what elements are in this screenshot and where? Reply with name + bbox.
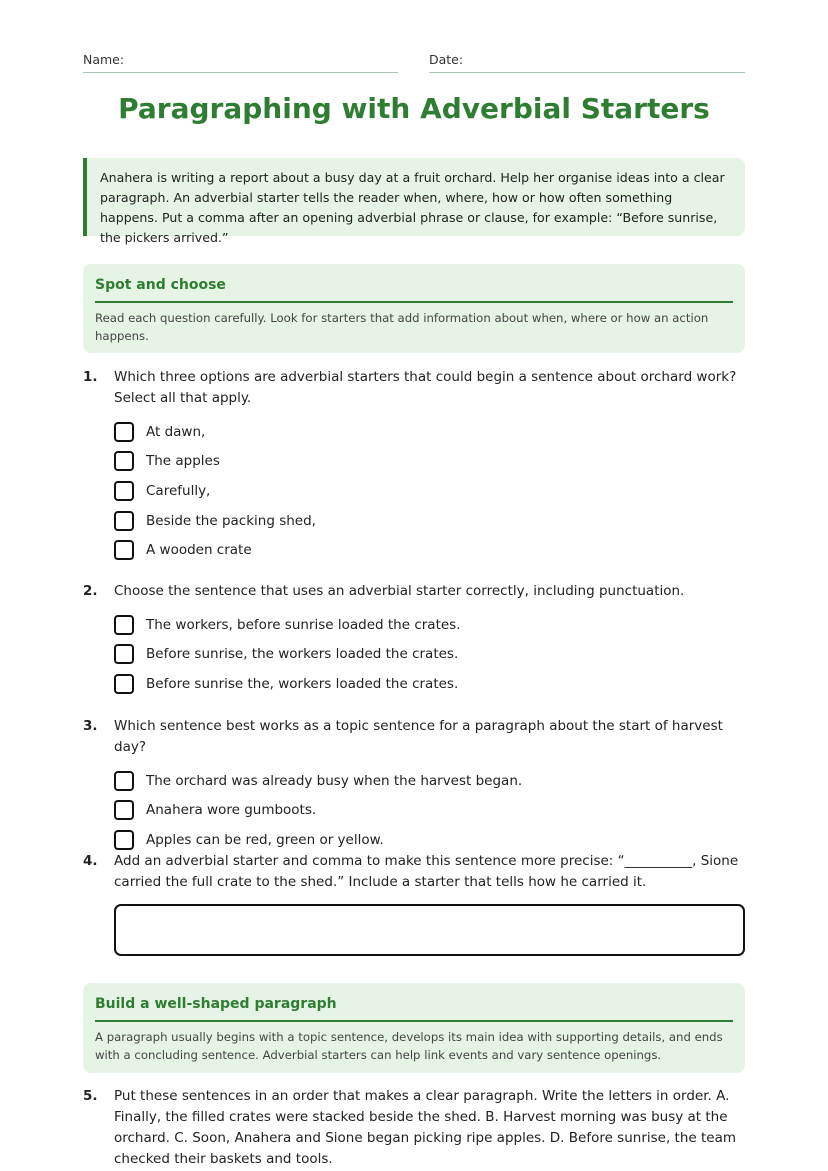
option-label: Beside the packing shed, (146, 512, 316, 529)
checkbox[interactable] (114, 511, 134, 531)
question-text: Add an adverbial starter and comma to make this sentence more precise: “__________, Sione carried the full crate to the shed.” Include a starter that tells how he carried it. (114, 853, 739, 890)
section-title: Spot and choose (95, 276, 733, 303)
option[interactable] (114, 447, 745, 477)
option-list (114, 610, 745, 699)
option-label: The apples (146, 453, 220, 470)
checkbox[interactable] (114, 830, 134, 850)
option[interactable] (114, 796, 745, 826)
option[interactable] (114, 640, 745, 670)
question-4 (83, 851, 745, 893)
answer-box[interactable] (114, 904, 745, 956)
option[interactable] (114, 669, 745, 699)
option[interactable] (114, 476, 745, 506)
question-number: 5. (83, 1088, 98, 1104)
section-description: Read each question carefully. Look for starters that add information about when, where or how an action happens. (95, 311, 709, 343)
option-label: The workers, before sunrise loaded the crates. (146, 616, 461, 633)
checkbox[interactable] (114, 615, 134, 635)
question-3 (83, 716, 745, 855)
option-label: The orchard was already busy when the harvest began. (146, 772, 523, 789)
header-fields (83, 52, 745, 74)
question-text: Which sentence best works as a topic sentence for a paragraph about the start of harvest day? (114, 718, 723, 755)
name-field[interactable] (83, 52, 398, 73)
option[interactable] (114, 535, 745, 565)
option-label: Before sunrise, the workers loaded the crates. (146, 646, 459, 663)
section-spot-and-choose (83, 264, 745, 353)
option-list (114, 417, 745, 565)
checkbox[interactable] (114, 422, 134, 442)
question-number: 1. (83, 369, 98, 385)
name-label: Name: (83, 52, 125, 67)
question-1 (83, 367, 745, 565)
checkbox[interactable] (114, 481, 134, 501)
section-title: Build a well-shaped paragraph (95, 995, 733, 1022)
question-2 (83, 581, 745, 699)
option[interactable] (114, 610, 745, 640)
option[interactable] (114, 417, 745, 447)
checkbox[interactable] (114, 644, 134, 664)
section-description: A paragraph usually begins with a topic sentence, develops its main idea with supporting details, and ends with a concluding sentence. Adverbial starters can help link events and vary sentence openings. (95, 1030, 723, 1062)
intro-callout: Anahera is writing a report about a busy day at a fruit orchard. Help her organise ideas into a clear paragraph. An adverbial starter tells the reader when, where, how or how often something happens. Put a comma after an opening adverbial phrase or clause, for example: “Before sunrise, the pickers arrived.” (83, 158, 745, 236)
question-number: 4. (83, 853, 98, 869)
question-text: Put these sentences in an order that makes a clear paragraph. Write the letters in order. A. Finally, the filled crates were stacked beside the shed. B. Harvest morning was busy at the orchard. C. Soon, Anahera and Sione began picking ripe apples. D. Before sunrise, the team checked their baskets and tools. (114, 1088, 737, 1167)
option[interactable] (114, 766, 745, 796)
page-title: Paragraphing with Adverbial Starters (118, 92, 710, 125)
checkbox[interactable] (114, 800, 134, 820)
question-number: 2. (83, 583, 98, 599)
option-label: Apples can be red, green or yellow. (146, 831, 384, 848)
question-text: Which three options are adverbial starters that could begin a sentence about orchard work? Select all that apply. (114, 369, 737, 406)
option-label: Anahera wore gumboots. (146, 802, 317, 819)
question-text: Choose the sentence that uses an adverbial starter correctly, including punctuation. (114, 583, 685, 599)
option-list (114, 766, 745, 855)
checkbox[interactable] (114, 540, 134, 560)
question-number: 3. (83, 718, 98, 734)
section-build-paragraph (83, 983, 745, 1073)
option-label: Before sunrise the, workers loaded the crates. (146, 675, 459, 692)
option-label: A wooden crate (146, 542, 252, 559)
option-label: At dawn, (146, 423, 206, 440)
question-5 (83, 1086, 745, 1170)
checkbox[interactable] (114, 451, 134, 471)
option[interactable] (114, 506, 745, 536)
date-field[interactable] (429, 52, 745, 73)
option-label: Carefully, (146, 482, 211, 499)
checkbox[interactable] (114, 771, 134, 791)
checkbox[interactable] (114, 674, 134, 694)
date-label: Date: (429, 52, 464, 67)
